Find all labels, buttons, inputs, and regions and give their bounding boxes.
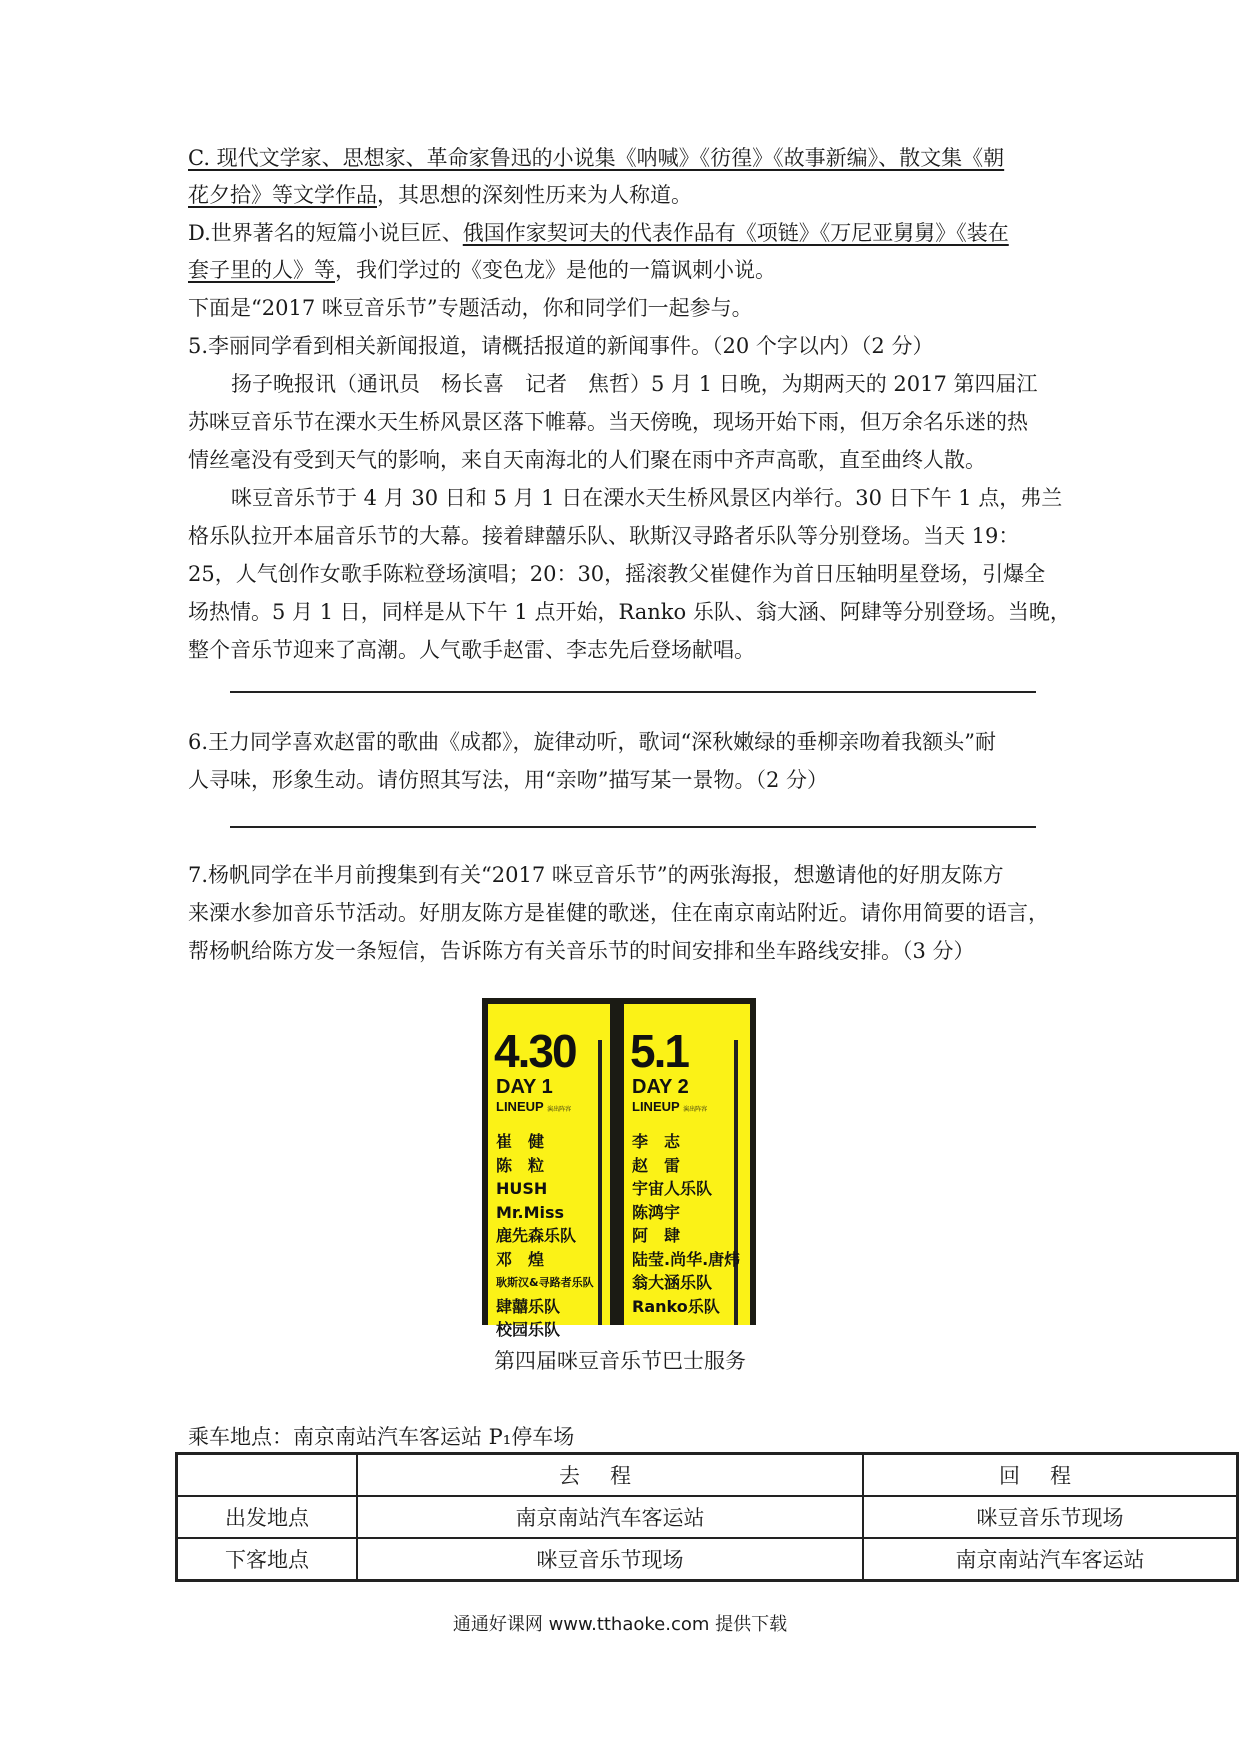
artist-name: 宇宙人乐队 <box>632 1179 713 1198</box>
day1-artist-list <box>496 1130 594 1342</box>
q6-line1: 6.王力同学喜欢赵雷的歌曲《成都》，旋律动听，歌词“深秋嫩绿的垂柳亲吻着我额头”耐 <box>188 730 997 754</box>
table-cell: 咪豆音乐节现场 <box>863 1496 1238 1538</box>
artist-name: 崔 健 <box>496 1132 545 1151</box>
return-label: 回程 <box>999 1464 1101 1488</box>
option-c-text: C. 现代文学家、思想家、革命家鲁迅的小说集《呐喊》《彷徨》《故事新编》、散文集《朝 <box>188 146 1005 170</box>
artist-name: HUSH <box>496 1179 548 1198</box>
option-c-line2 <box>188 180 692 210</box>
day2-lineup-sub: 演出阵容 <box>683 1107 708 1113</box>
table-row <box>177 1538 1238 1581</box>
table-cell <box>177 1454 358 1497</box>
festival-lineup-poster <box>482 998 756 1339</box>
table-header-outbound <box>357 1454 863 1497</box>
q5-answer-line[interactable] <box>230 691 1036 693</box>
page-footer: 通通好课网 www.tthaoke.com 提供下载 <box>452 1614 788 1635</box>
q7-line2: 来溧水参加音乐节活动。好朋友陈方是崔健的歌迷，住在南京南站附近。请你用简要的语言， <box>188 901 1049 925</box>
table-row <box>177 1496 1238 1538</box>
artist-name: 赵 雷 <box>632 1155 681 1175</box>
bus-schedule-table <box>175 1452 1239 1582</box>
day1-divider <box>598 1040 602 1325</box>
day1-lineup-label <box>496 1099 571 1114</box>
option-d-line1 <box>188 218 1009 248</box>
day1-lineup-text: LINEUP <box>496 1099 544 1114</box>
day2-label: DAY 2 <box>632 1076 689 1098</box>
option-c-underlined: 花夕拾》等文学作品 <box>188 183 377 207</box>
day1-lineup-sub: 演出阵容 <box>547 1107 572 1113</box>
table-cell: 出发地点 <box>177 1496 358 1538</box>
artist-name: 陈鸿宇 <box>632 1202 681 1222</box>
day2-date: 5.1 <box>630 1025 688 1077</box>
q5-news-line: 25，人气创作女歌手陈粒登场演唱；20：30，摇滚教父崔健作为首日压轴明星登场，引爆全 <box>188 562 1046 586</box>
q5-news-line: 情丝毫没有受到天气的影响，来自天南海北的人们聚在雨中齐声高歌，直至曲终人散。 <box>188 448 986 472</box>
artist-name: 李 志 <box>632 1132 681 1151</box>
option-d-prefix: D.世界著名的短篇小说巨匠、 <box>188 221 463 245</box>
q6-line2: 人寻味，形象生动。请仿照其写法，用“亲吻”描写某一景物。（2 分） <box>188 768 829 792</box>
day2-panel <box>624 1004 750 1325</box>
artist-name: 耿斯汉&寻路者乐队 <box>496 1276 594 1289</box>
artist-name: Mr.Miss <box>496 1202 565 1222</box>
q5-news-line: 扬子晚报讯（通讯员 杨长喜 记者 焦哲）5 月 1 日晚，为期两天的 2017 第四届江 <box>231 372 1038 396</box>
day1-date: 4.30 <box>494 1025 576 1077</box>
artist-name: 陆莹.尚华.唐炜 <box>632 1249 741 1269</box>
outbound-label: 去程 <box>559 1464 661 1488</box>
option-d-underlined-2: 套子里的人》等 <box>188 258 335 282</box>
q6-answer-line[interactable] <box>230 826 1036 828</box>
artist-name: Ranko乐队 <box>632 1296 720 1316</box>
q7-line3: 帮杨帆给陈方发一条短信，告诉陈方有关音乐节的时间安排和坐车路线安排。（3 分） <box>188 939 975 963</box>
q5-news-line: 场热情。5 月 1 日，同样是从下午 1 点开始，Ranko 乐队、翁大涵、阿肆等分别登场。当晚， <box>188 600 1071 624</box>
table-header-return <box>863 1454 1238 1497</box>
bus-service-caption: 第四届咪豆音乐节巴士服务 <box>494 1349 746 1373</box>
day2-lineup-text: LINEUP <box>632 1099 680 1114</box>
section-intro: 下面是“2017 咪豆音乐节”专题活动，你和同学们一起参与。 <box>188 296 753 320</box>
table-cell: 下客地点 <box>177 1538 358 1581</box>
table-header-row <box>177 1454 1238 1497</box>
artist-name: 校园乐队 <box>496 1320 561 1339</box>
artist-name: 肆囍乐队 <box>496 1296 561 1316</box>
artist-name: 阿 肆 <box>632 1226 681 1245</box>
table-cell: 南京南站汽车客运站 <box>863 1538 1238 1581</box>
q5-prompt: 5.李丽同学看到相关新闻报道，请概括报道的新闻事件。（20 个字以内）（2 分） <box>188 334 934 358</box>
bus-pickup-location: 乘车地点：南京南站汽车客运站 P₁停车场 <box>188 1425 575 1449</box>
option-d-underlined: 俄国作家契诃夫的代表作品有《项链》《万尼亚舅舅》《装在 <box>462 221 1009 245</box>
table-cell: 南京南站汽车客运站 <box>357 1496 863 1538</box>
q7-line1: 7.杨帆同学在半月前搜集到有关“2017 咪豆音乐节”的两张海报，想邀请他的好朋友陈方 <box>188 863 1004 887</box>
option-c-rest: ，其思想的深刻性历来为人称道。 <box>377 183 692 207</box>
table-cell: 咪豆音乐节现场 <box>357 1538 863 1581</box>
q5-news-line: 整个音乐节迎来了高潮。人气歌手赵雷、李志先后登场献唱。 <box>188 638 755 662</box>
day1-label: DAY 1 <box>496 1076 553 1098</box>
artist-name: 翁大涵乐队 <box>632 1273 713 1292</box>
day1-panel <box>488 1004 610 1339</box>
artist-name: 邓 煌 <box>496 1249 545 1269</box>
artist-name: 鹿先森乐队 <box>496 1226 577 1245</box>
day2-artist-list <box>632 1130 740 1318</box>
q5-news-line: 咪豆音乐节于 4 月 30 日和 5 月 1 日在溧水天生桥风景区内举行。30 日下午 1 点，弗兰 <box>231 486 1063 510</box>
option-d-line2 <box>188 255 776 285</box>
q5-news-line: 苏咪豆音乐节在溧水天生桥风景区落下帷幕。当天傍晚，现场开始下雨，但万余名乐迷的热 <box>188 410 1028 434</box>
q5-news-line: 格乐队拉开本届音乐节的大幕。接着肆囍乐队、耿斯汉寻路者乐队等分别登场。当天 19： <box>188 524 1020 548</box>
day2-lineup-label <box>632 1099 707 1114</box>
option-c-line1 <box>188 143 1004 173</box>
artist-name: 陈 粒 <box>496 1155 545 1175</box>
option-d-rest: ，我们学过的《变色龙》是他的一篇讽刺小说。 <box>335 258 776 282</box>
